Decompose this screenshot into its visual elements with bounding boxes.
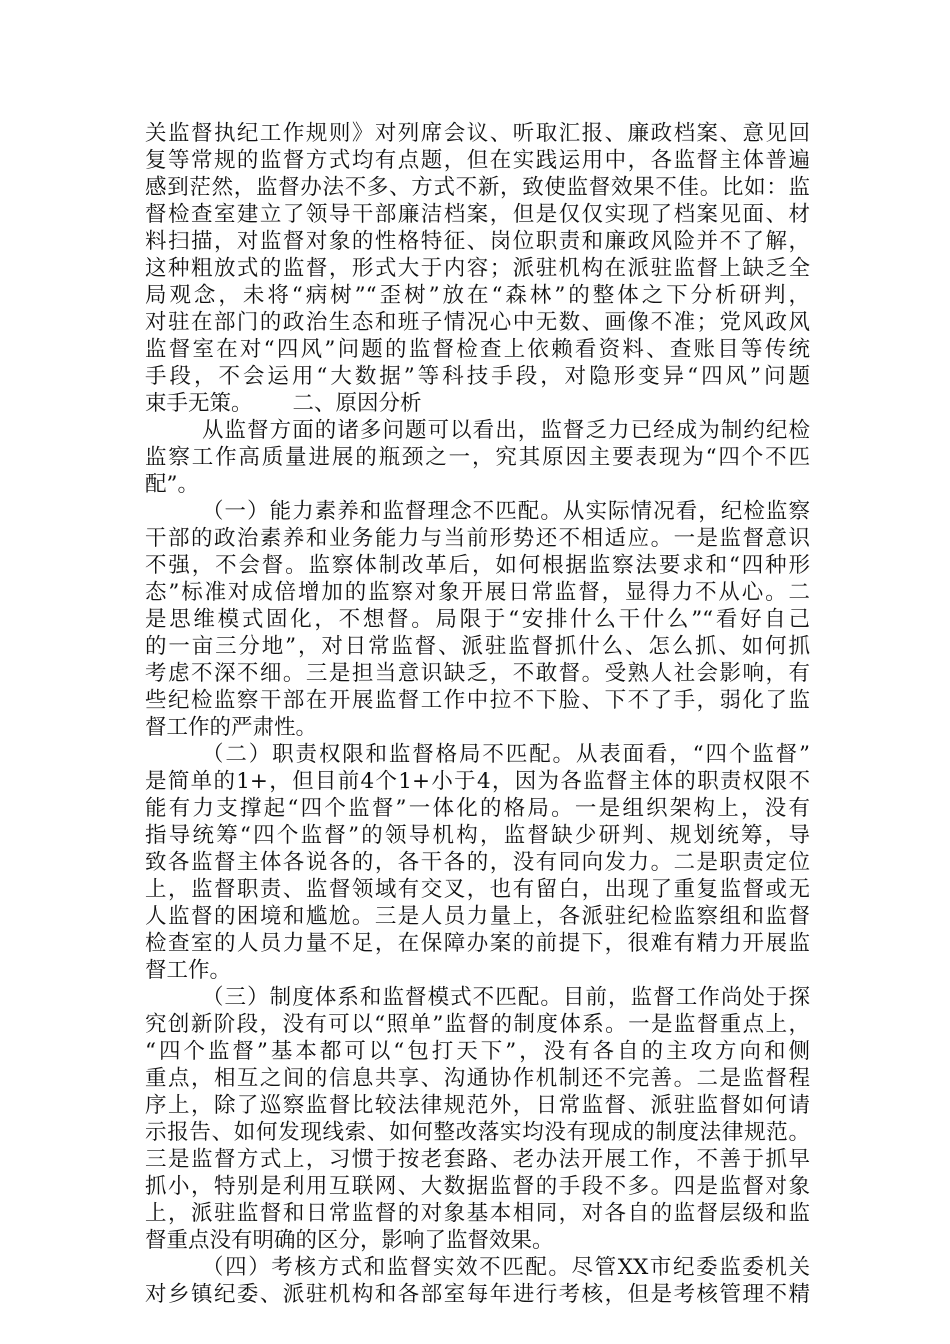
text-line — [145, 984, 810, 1011]
line-text: 配”。 — [145, 472, 199, 497]
text-line — [145, 1038, 810, 1065]
text-line — [145, 228, 810, 255]
text-line — [145, 1173, 810, 1200]
text-line — [145, 1011, 810, 1038]
line-text: 料扫描，对监督对象的性格特征、岗位职责和廉政风险并不了解， — [145, 229, 810, 254]
text-line — [145, 849, 810, 876]
text-line — [145, 1092, 810, 1119]
line-text: 的一亩三分地”，对日常监督、派驻监督抓什么、怎么抓、如何抓 — [145, 634, 810, 659]
text-line — [145, 795, 810, 822]
line-text: 复等常规的监督方式均有点题，但在实践运用中，各监督主体普遍 — [145, 148, 810, 173]
text-line — [145, 1227, 810, 1254]
line-text: 能有力支撑起“四个监督”一体化的格局。一是组织架构上，没有 — [145, 796, 810, 821]
text-line — [145, 471, 810, 498]
text-line — [145, 903, 810, 930]
text-line — [145, 1200, 810, 1227]
line-text: 考虑不深不细。三是担当意识缺乏，不敢督。受熟人社会影响，有 — [145, 661, 810, 686]
line-text: 关监督执纪工作规则》对列席会议、听取汇报、廉政档案、意见回 — [145, 121, 810, 146]
text-line — [145, 525, 810, 552]
text-line — [145, 687, 810, 714]
line-text: 这种粗放式的监督，形式大于内容；派驻机构在派驻监督上缺乏全 — [145, 256, 810, 281]
line-text: 检查室的人员力量不足，在保障办案的前提下，很难有精力开展监 — [145, 931, 810, 956]
text-line — [145, 768, 810, 795]
text-line — [145, 606, 810, 633]
line-text: 从监督方面的诸多问题可以看出，监督乏力已经成为制约纪检 — [202, 418, 810, 443]
text-line — [145, 417, 810, 444]
line-text: 示报告、如何发现线索、如何整改落实均没有现成的制度法律规范。 — [145, 1120, 810, 1145]
line-text: （一）能力素养和监督理念不匹配。从实际情况看，纪检监察 — [202, 499, 810, 524]
line-text: 抓小，特别是利用互联网、大数据监督的手段不多。四是监督对象 — [145, 1174, 810, 1199]
document-body — [145, 120, 810, 1308]
line-text: 上，监督职责、监督领域有交叉，也有留白，出现了重复监督或无 — [145, 877, 810, 902]
line-text: 手段，不会运用“大数据”等科技手段，对隐形变异“四风”问题 — [145, 364, 810, 389]
line-text: 督工作。 — [145, 958, 232, 983]
line-text: 致各监督主体各说各的，各干各的，没有同向发力。二是职责定位 — [145, 850, 810, 875]
line-text: “四个监督”基本都可以“包打天下”，没有各自的主攻方向和侧 — [145, 1039, 810, 1064]
text-line — [145, 363, 810, 390]
text-line — [145, 957, 810, 984]
text-line — [145, 1254, 810, 1281]
text-line — [145, 309, 810, 336]
line-text: 人监督的困境和尴尬。三是人员力量上，各派驻纪检监察组和监督 — [145, 904, 810, 929]
text-line — [145, 147, 810, 174]
line-text: 不强，不会督。监察体制改革后，如何根据监察法要求和“四种形 — [145, 553, 810, 578]
line-text: 指导统筹“四个监督”的领导机构，监督缺少研判、规划统筹，导 — [145, 823, 810, 848]
line-text: 究创新阶段，没有可以“照单”监督的制度体系。一是监督重点上， — [145, 1012, 810, 1037]
line-text: 督工作的严肃性。 — [145, 715, 318, 740]
text-line — [145, 336, 810, 363]
text-line — [145, 633, 810, 660]
text-line — [145, 498, 810, 525]
line-text: 序上，除了巡察监督比较法律规范外，日常监督、派驻监督如何请 — [145, 1093, 810, 1118]
text-line — [145, 1146, 810, 1173]
text-line — [145, 201, 810, 228]
text-line — [145, 876, 810, 903]
text-line — [145, 1065, 810, 1092]
text-line — [145, 444, 810, 471]
text-line — [145, 552, 810, 579]
line-text: （四）考核方式和监督实效不匹配。尽管XX市纪委监委机关 — [202, 1255, 810, 1280]
text-line — [145, 1281, 810, 1308]
line-text: 局观念，未将“病树”“歪树”放在“森林”的整体之下分析研判， — [145, 283, 810, 308]
line-text: 是思维模式固化，不想督。局限于“安排什么干什么”“看好自己 — [145, 607, 810, 632]
text-line — [145, 714, 810, 741]
line-text: 监察工作高质量进展的瓶颈之一，究其原因主要表现为“四个不匹 — [145, 445, 810, 470]
line-text: 重点，相互之间的信息共享、沟通协作机制还不完善。二是监督程 — [145, 1066, 810, 1091]
text-line — [145, 660, 810, 687]
line-text: 督检查室建立了领导干部廉洁档案，但是仅仅实现了档案见面、材 — [145, 202, 810, 227]
line-text: 对驻在部门的政治生态和班子情况心中无数、画像不准；党风政风 — [145, 310, 810, 335]
line-text: 些纪检监察干部在开展监督工作中拉不下脸、下不了手，弱化了监 — [145, 688, 810, 713]
text-line — [145, 120, 810, 147]
line-text: 感到茫然，监督办法不多、方式不新，致使监督效果不佳。比如：监 — [145, 175, 810, 200]
line-text: 三是监督方式上，习惯于按老套路、老办法开展工作，不善于抓早 — [145, 1147, 810, 1172]
line-text: 干部的政治素养和业务能力与当前形势还不相适应。一是监督意识 — [145, 526, 810, 551]
line-text: 上，派驻监督和日常监督的对象基本相同，对各自的监督层级和监 — [145, 1201, 810, 1226]
text-line — [145, 282, 810, 309]
section-heading: 二、原因分析 — [292, 391, 422, 416]
text-line — [145, 579, 810, 606]
text-line — [145, 930, 810, 957]
text-line — [145, 741, 810, 768]
text-line — [145, 1119, 810, 1146]
line-text: （二）职责权限和监督格局不匹配。从表面看，“四个监督” — [202, 742, 810, 767]
line-text: 对乡镇纪委、派驻机构和各部室每年进行考核，但是考核管理不精 — [145, 1282, 810, 1307]
text-line — [145, 822, 810, 849]
line-text: 督重点没有明确的区分，影响了监督效果。 — [145, 1228, 554, 1253]
line-text: （三）制度体系和监督模式不匹配。目前，监督工作尚处于探 — [202, 985, 810, 1010]
text-line-with-heading — [145, 390, 810, 417]
line-text: 态”标准对成倍增加的监察对象开展日常监督，显得力不从心。二 — [145, 580, 810, 605]
line-text: 监督室在对“四风”问题的监督检查上依赖看资料、查账目等传统 — [145, 337, 810, 362]
line-text: 是简单的1+，但目前4个1+小于4，因为各监督主体的职责权限不 — [145, 769, 810, 794]
text-line — [145, 255, 810, 282]
text-line — [145, 174, 810, 201]
line-text: 束手无策。 — [145, 391, 253, 416]
